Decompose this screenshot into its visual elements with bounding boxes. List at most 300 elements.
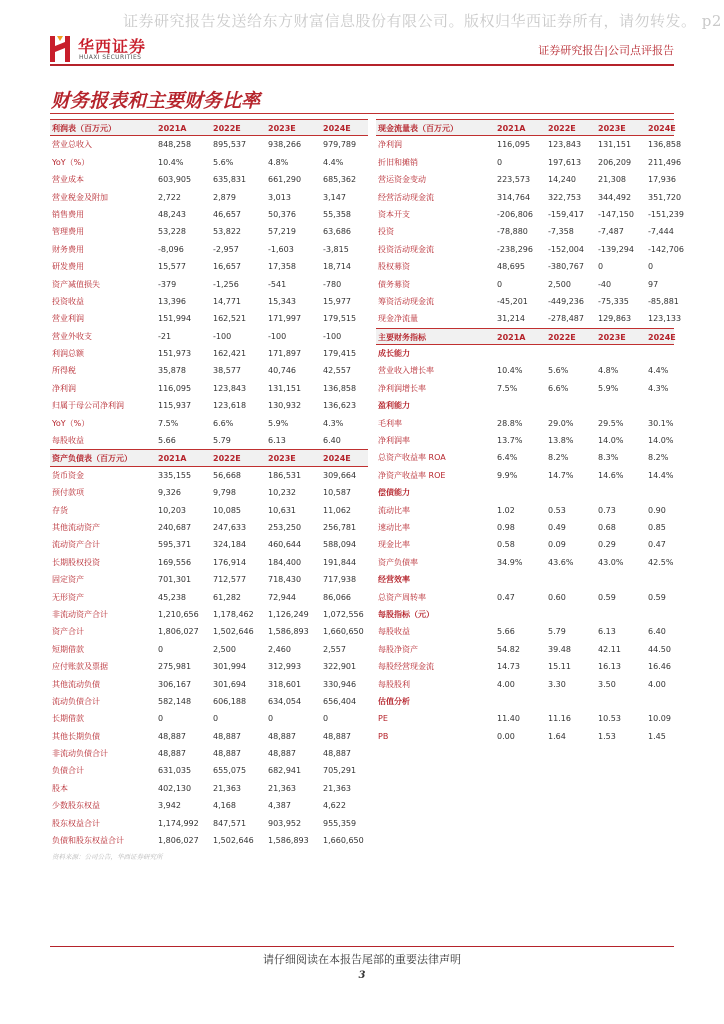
cell-value: 46,657 (213, 209, 241, 219)
cell-value: 0.68 (598, 522, 616, 532)
cell-value: 0.53 (548, 505, 566, 515)
cell-value: 0 (158, 714, 164, 724)
row-label: 营业总收入 (52, 140, 92, 150)
cell-value: 938,266 (268, 140, 302, 150)
row-label: 每股经营现金流 (378, 662, 434, 672)
cell-value: 0.59 (598, 592, 616, 602)
cell-value: 4.00 (648, 679, 666, 689)
row-label: 货币资金 (52, 470, 84, 480)
row-label: 应付账款及票据 (52, 662, 108, 672)
cell-value: 0.58 (497, 540, 515, 550)
table-row (50, 328, 368, 345)
table-row (50, 623, 368, 640)
cell-value: 48,887 (268, 731, 296, 741)
cell-value: 0 (497, 279, 503, 289)
cell-value: 705,291 (323, 766, 357, 776)
cell-value: 2024E (648, 124, 676, 133)
cell-value: 191,844 (323, 557, 357, 567)
table-row (376, 658, 674, 675)
cell-value: 48,887 (323, 749, 351, 759)
cell-value: -152,004 (548, 244, 584, 254)
table-row (50, 693, 368, 710)
row-label: 非流动资产合计 (52, 609, 108, 619)
cell-value: 1.45 (648, 731, 666, 741)
cell-value: 116,095 (158, 383, 192, 393)
cell-value: 72,944 (268, 592, 296, 602)
cell-value: 50,376 (268, 209, 296, 219)
cell-value: 42.11 (598, 644, 621, 654)
row-label: 流动负债合计 (52, 696, 100, 706)
cell-value: 6.40 (648, 627, 666, 637)
cell-value: 460,644 (268, 540, 302, 550)
cell-value: 8.2% (648, 453, 669, 463)
row-label: 财务费用 (52, 244, 84, 254)
cell-value: -159,417 (548, 209, 584, 219)
row-label: 负债合计 (52, 766, 84, 776)
table-header (50, 449, 368, 466)
cell-value: 44.50 (648, 644, 671, 654)
cell-value: -238,296 (497, 244, 533, 254)
cell-value: 0.98 (497, 522, 515, 532)
row-label: 营业利润 (52, 314, 84, 324)
cell-value: 28.8% (497, 418, 523, 428)
row-label: 每股收益 (52, 436, 84, 446)
row-label: 其他长期负债 (52, 731, 100, 741)
cell-value: 903,952 (268, 818, 302, 828)
row-label: 现金比率 (378, 540, 410, 550)
cell-value: 240,687 (158, 522, 192, 532)
cell-value: -8,096 (158, 244, 184, 254)
cell-value: 29.5% (598, 418, 624, 428)
group-title-text: 估值分析 (378, 696, 410, 706)
cell-value: -541 (268, 279, 287, 289)
table-row (376, 676, 674, 693)
cell-value: -380,767 (548, 262, 584, 272)
cell-value: 0.60 (548, 592, 566, 602)
cell-value: 130,932 (268, 401, 302, 411)
row-label: 少数股东权益 (52, 801, 100, 811)
cell-value: 45,238 (158, 592, 186, 602)
table-row (50, 397, 368, 414)
cell-value: 136,858 (323, 383, 357, 393)
cell-value: 318,601 (268, 679, 302, 689)
cell-value: 40,746 (268, 366, 296, 376)
cell-value: 43.0% (598, 557, 624, 567)
row-label: 无形资产 (52, 592, 84, 602)
cell-value: 2024E (323, 454, 351, 464)
cell-value: 15,977 (323, 296, 351, 306)
table-row (50, 641, 368, 658)
right-tables-column (376, 119, 684, 745)
table-row (376, 519, 674, 536)
table-row (50, 223, 368, 240)
cell-value: 48,887 (323, 731, 351, 741)
table-row (50, 780, 368, 797)
cell-value: 61,282 (213, 592, 241, 602)
table-row (376, 536, 674, 553)
cell-value: 330,946 (323, 679, 357, 689)
cell-value: 1,502,646 (213, 836, 254, 846)
table-row (376, 710, 674, 727)
cell-value: 123,843 (548, 140, 582, 150)
table-row (50, 658, 368, 675)
cell-value: 9.9% (497, 470, 518, 480)
cell-value: 335,155 (158, 470, 192, 480)
cell-value: 2,500 (213, 644, 236, 654)
group-title-text: 每股指标（元） (378, 609, 434, 619)
cell-value: 4.4% (323, 157, 344, 167)
row-label: 流动比率 (378, 505, 410, 515)
table-row (376, 206, 684, 223)
cell-value: 3,147 (323, 192, 346, 202)
cell-value: 0.47 (497, 592, 515, 602)
cell-value: -7,358 (548, 227, 574, 237)
cell-value: 4,622 (323, 801, 346, 811)
row-label: 营运资金变动 (378, 175, 426, 185)
cell-value: 0.47 (648, 540, 666, 550)
row-label: 研发费用 (52, 262, 84, 272)
cell-value: 14,771 (213, 296, 241, 306)
cell-value: 10,631 (268, 505, 296, 515)
group-title (376, 571, 674, 588)
row-label: 投资 (378, 227, 394, 237)
cell-value: 955,359 (323, 818, 357, 828)
cell-value: 0.09 (548, 540, 566, 550)
cell-value: 34.9% (497, 557, 523, 567)
table-row (50, 171, 368, 188)
row-label: 利润总额 (52, 349, 84, 359)
cell-value: 30.1% (648, 418, 674, 428)
row-label: 资产合计 (52, 627, 84, 637)
table-row (50, 258, 368, 275)
cell-value: 48,695 (497, 262, 525, 272)
cell-value: 9,326 (158, 488, 181, 498)
cell-value: 184,400 (268, 557, 302, 567)
cell-value: -3,815 (323, 244, 349, 254)
cell-value: 42.5% (648, 557, 674, 567)
cell-value: 1,660,650 (323, 836, 364, 846)
table-row (376, 589, 674, 606)
table-row (50, 415, 368, 432)
cell-value: 603,905 (158, 175, 192, 185)
cell-value: 15.11 (548, 662, 571, 672)
cell-value: 848,258 (158, 140, 192, 150)
cell-value: 2,879 (213, 192, 236, 202)
cell-value: 57,219 (268, 227, 296, 237)
cell-value: 0.73 (598, 505, 616, 515)
row-label: 现金流量表（百万元） (378, 124, 458, 133)
cell-value: 10,085 (213, 505, 241, 515)
cell-value: 634,054 (268, 696, 302, 706)
cell-value: 115,937 (158, 401, 192, 411)
cell-value: 116,095 (497, 140, 531, 150)
table-row (50, 797, 368, 814)
cell-value: 2,500 (548, 279, 571, 289)
cell-value: 162,521 (213, 314, 247, 324)
group-title (376, 606, 674, 623)
cell-value: 3,942 (158, 801, 181, 811)
cell-value: 1,174,992 (158, 818, 199, 828)
row-label: 股权募资 (378, 262, 410, 272)
table-row (50, 189, 368, 206)
cell-value: 14.0% (648, 436, 674, 446)
cell-value: 4.00 (497, 679, 515, 689)
cell-value: 701,301 (158, 575, 192, 585)
cell-value: 10.4% (158, 157, 184, 167)
cell-value: 11.16 (548, 714, 571, 724)
row-label: 固定资产 (52, 575, 84, 585)
row-label: 现金净流量 (378, 314, 418, 324)
cell-value: -100 (213, 331, 232, 341)
cell-value: 131,151 (598, 140, 632, 150)
logo-text-en: HUAXI SECURITIES (79, 54, 142, 61)
cell-value: 48,887 (213, 749, 241, 759)
cell-value: 29.0% (548, 418, 574, 428)
cell-value: 38,577 (213, 366, 241, 376)
huaxi-logo-icon (50, 36, 70, 62)
cell-value: 123,618 (213, 401, 247, 411)
cell-value: 169,556 (158, 557, 192, 567)
cell-value: 595,371 (158, 540, 192, 550)
cell-value: 314,764 (497, 192, 531, 202)
group-title (376, 484, 674, 501)
cell-value: 253,250 (268, 522, 302, 532)
cell-value: 18,714 (323, 262, 351, 272)
cell-value: 151,973 (158, 349, 192, 359)
cell-value: 0 (213, 714, 219, 724)
cell-value: 223,573 (497, 175, 531, 185)
row-label: 净利润增长率 (378, 383, 426, 393)
row-label: 存货 (52, 505, 68, 515)
cell-value: 2021A (497, 124, 526, 133)
cell-value: 344,492 (598, 192, 632, 202)
cell-value: 211,496 (648, 157, 682, 167)
row-label: PE (378, 714, 388, 724)
row-label: 流动资产合计 (52, 540, 100, 550)
row-label: 每股收益 (378, 627, 410, 637)
cell-value: 712,577 (213, 575, 247, 585)
row-label: 折旧和摊销 (378, 157, 418, 167)
cell-value: 631,035 (158, 766, 192, 776)
table-row (50, 310, 368, 327)
cell-value: 322,753 (548, 192, 582, 202)
cell-value: -75,335 (598, 296, 629, 306)
row-label: 营业成本 (52, 175, 84, 185)
group-title-text: 盈利能力 (378, 401, 410, 411)
cell-value: 2023E (268, 124, 296, 133)
cell-value: 1,210,656 (158, 609, 199, 619)
cell-value: 97 (648, 279, 659, 289)
cell-value: 179,415 (323, 349, 357, 359)
cell-value: 9,798 (213, 488, 236, 498)
row-label: 负债和股东权益合计 (52, 836, 124, 846)
table-row (376, 415, 674, 432)
table-row (50, 519, 368, 536)
cell-value: 186,531 (268, 470, 302, 480)
table-row (50, 815, 368, 832)
watermark-text: 证券研究报告发送给东方财富信息股份有限公司。版权归华西证券所有，请勿转发。 p2 (123, 12, 722, 30)
row-label: 长期借款 (52, 714, 84, 724)
cell-value: 21,363 (323, 783, 351, 793)
table-row (376, 449, 674, 466)
cell-value: 5.9% (268, 418, 289, 428)
cell-value: -379 (158, 279, 177, 289)
cell-value: 197,613 (548, 157, 582, 167)
cell-value: 6.13 (268, 436, 286, 446)
row-label: 总资产周转率 (378, 592, 426, 602)
table-row (50, 380, 368, 397)
table-row (50, 554, 368, 571)
cell-value: 2,722 (158, 192, 181, 202)
legal-notice-footer: 请仔细阅读在本报告尾部的重要法律声明 (263, 953, 461, 966)
cell-value: 43.6% (548, 557, 574, 567)
table-header (50, 119, 368, 136)
cell-value: 10,203 (158, 505, 186, 515)
cell-value: -278,487 (548, 314, 584, 324)
cell-value: 0.85 (648, 522, 666, 532)
table-row (376, 223, 674, 240)
table-row (50, 154, 368, 171)
cell-value: -780 (323, 279, 342, 289)
row-label: 营业外收支 (52, 331, 92, 341)
cell-value: 14.0% (598, 436, 624, 446)
cell-value: 16.46 (648, 662, 671, 672)
cell-value: 86,066 (323, 592, 351, 602)
cell-value: 2022E (213, 124, 241, 133)
cell-value: 6.40 (323, 436, 341, 446)
cell-value: 1.53 (598, 731, 616, 741)
cell-value: 655,075 (213, 766, 247, 776)
cell-value: 206,209 (598, 157, 632, 167)
row-label: 净利润 (52, 383, 76, 393)
cell-value: 21,308 (598, 175, 626, 185)
cell-value: 0 (598, 262, 604, 272)
cell-value: -21 (158, 331, 172, 341)
table-row (50, 432, 368, 449)
row-label: 每股股利 (378, 679, 410, 689)
row-label: 净利润 (378, 140, 402, 150)
cell-value: 301,694 (213, 679, 247, 689)
cell-value: 13.7% (497, 436, 523, 446)
row-label: 股本 (52, 783, 68, 793)
cell-value: 324,184 (213, 540, 247, 550)
cell-value: 16.13 (598, 662, 621, 672)
cell-value: 306,167 (158, 679, 192, 689)
row-label: 短期借款 (52, 644, 84, 654)
cell-value: 14.6% (598, 470, 624, 480)
cell-value: 588,094 (323, 540, 357, 550)
table-row (376, 276, 674, 293)
cell-value: 176,914 (213, 557, 247, 567)
cell-value: -142,706 (648, 244, 684, 254)
table-row (376, 502, 674, 519)
table-row (50, 676, 368, 693)
cell-value: 4,387 (268, 801, 291, 811)
cell-value: 5.6% (213, 157, 234, 167)
row-label: 归属于母公司净利润 (52, 401, 124, 411)
cell-value: 0 (648, 262, 654, 272)
table-row (50, 710, 368, 727)
row-label: 债务募资 (378, 279, 410, 289)
data-source-note: 资料来源：公司公告，华西证券研究所 (52, 853, 163, 861)
cell-value: 5.66 (158, 436, 176, 446)
table-row (50, 589, 368, 606)
table-row (376, 641, 674, 658)
table-row (50, 362, 368, 379)
cell-value: 2023E (268, 454, 296, 464)
cell-value: 3,013 (268, 192, 291, 202)
table-row (376, 241, 684, 258)
table-row (376, 728, 674, 745)
table-row (376, 623, 674, 640)
table-row (50, 832, 368, 849)
cell-value: 55,358 (323, 209, 351, 219)
cell-value: 1,072,556 (323, 609, 364, 619)
table-row (50, 728, 368, 745)
cell-value: 5.79 (548, 627, 566, 637)
cell-value: 21,363 (268, 783, 296, 793)
cell-value: 4.8% (598, 366, 619, 376)
table-row (376, 362, 674, 379)
cell-value: -45,201 (497, 296, 528, 306)
cell-value: 6.4% (497, 453, 518, 463)
cell-value: 4,168 (213, 801, 236, 811)
table-row (376, 380, 674, 397)
cell-value: 17,358 (268, 262, 296, 272)
cell-value: -85,881 (648, 296, 679, 306)
cell-value: 309,664 (323, 470, 357, 480)
cell-value: -100 (323, 331, 342, 341)
row-label: 毛利率 (378, 418, 402, 428)
table-row (376, 554, 674, 571)
cell-value: 2024E (323, 124, 351, 133)
footer-divider (50, 946, 674, 947)
cell-value: 685,362 (323, 175, 357, 185)
cell-value: 2021A (497, 332, 526, 342)
row-label: 每股净资产 (378, 644, 418, 654)
group-title (376, 345, 674, 362)
cell-value: 4.3% (648, 383, 669, 393)
cell-value: 0 (268, 714, 274, 724)
cell-value: 1,178,462 (213, 609, 254, 619)
cell-value: 0.00 (497, 731, 515, 741)
row-label: 其他流动资产 (52, 522, 100, 532)
cell-value: 3.50 (598, 679, 616, 689)
cell-value: 847,571 (213, 818, 247, 828)
cell-value: 35,878 (158, 366, 186, 376)
left-tables-column (50, 119, 368, 849)
cell-value: 682,941 (268, 766, 302, 776)
table-header (376, 328, 674, 345)
cell-value: 171,997 (268, 314, 302, 324)
cell-value: 2,460 (268, 644, 291, 654)
row-label: 经营活动现金流 (378, 192, 434, 202)
cell-value: 56,668 (213, 470, 241, 480)
cell-value: 123,133 (648, 314, 682, 324)
cell-value: 1,502,646 (213, 627, 254, 637)
cell-value: 1.02 (497, 505, 515, 515)
cell-value: 6.13 (598, 627, 616, 637)
cell-value: 54.82 (497, 644, 520, 654)
cell-value: 582,148 (158, 696, 192, 706)
cell-value: -147,150 (598, 209, 634, 219)
table-row (50, 571, 368, 588)
cell-value: 2023E (598, 332, 626, 342)
cell-value: 13.8% (548, 436, 574, 446)
table-row (376, 171, 674, 188)
cell-value: 42,557 (323, 366, 351, 376)
cell-value: 1,806,027 (158, 836, 199, 846)
